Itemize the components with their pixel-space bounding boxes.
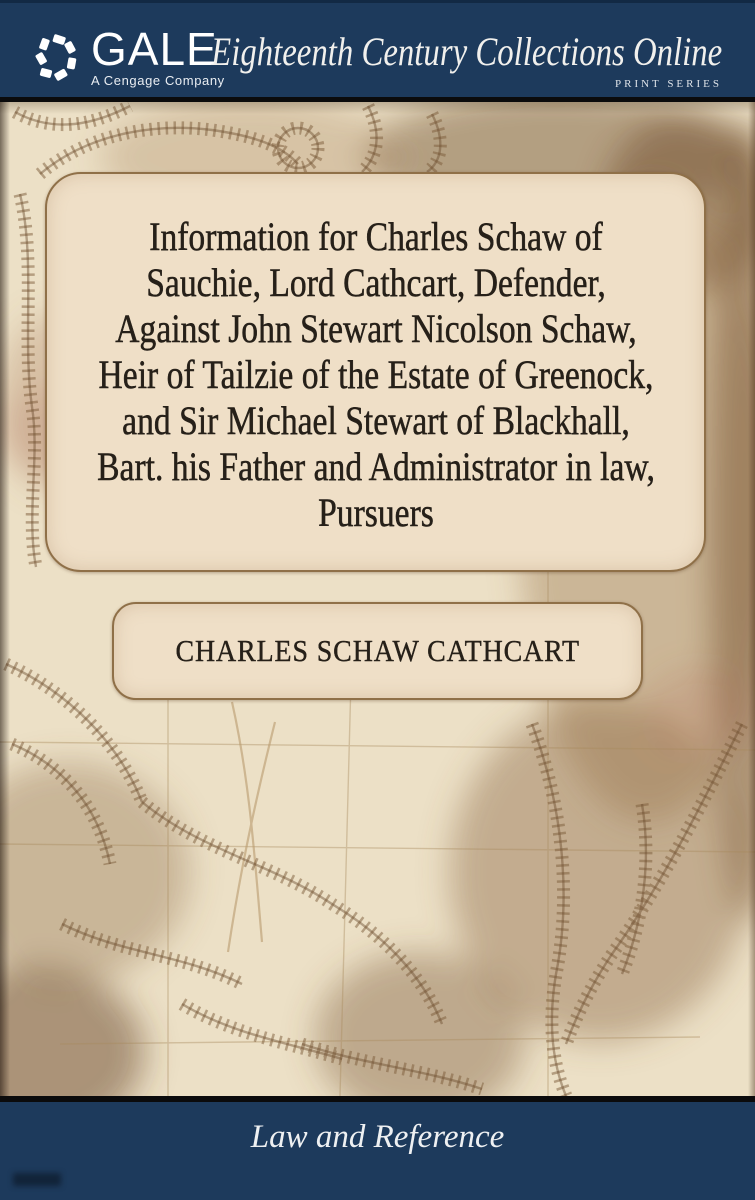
spine-watermark (13, 1173, 61, 1186)
title-line: Information for Charles Schaw of (148, 214, 603, 259)
title-line: Sauchie, Lord Cathcart, Defender, (145, 260, 606, 305)
series-block (99, 31, 722, 90)
author-name: CHARLES SCHAW CATHCART (175, 633, 580, 668)
title-panel (45, 172, 706, 572)
author-panel (112, 602, 643, 700)
title-line: Pursuers (317, 490, 434, 535)
gale-wordmark: GALE (91, 23, 218, 75)
series-title: Eighteenth Century Collections Online (210, 29, 722, 74)
footer-band (0, 1096, 755, 1200)
book-title (97, 214, 655, 536)
map-right-shadow (748, 102, 755, 1096)
title-line: Bart. his Father and Administrator in law, (96, 444, 655, 489)
gale-asterisk-icon (34, 29, 82, 85)
title-line: Heir of Tailzie of the Estate of Greenock, (98, 352, 653, 397)
category-label: Law and Reference (250, 1119, 505, 1155)
map-background (0, 102, 755, 1096)
map-top-shadow (0, 102, 755, 114)
header-band (0, 0, 755, 102)
map-left-shadow (0, 102, 10, 1096)
gale-tagline: A Cengage Company (91, 73, 225, 88)
series-subtitle: PRINT SERIES (614, 78, 722, 90)
title-line: Against John Stewart Nicolson Schaw, (114, 306, 637, 351)
title-line: and Sir Michael Stewart of Blackhall, (121, 398, 630, 443)
